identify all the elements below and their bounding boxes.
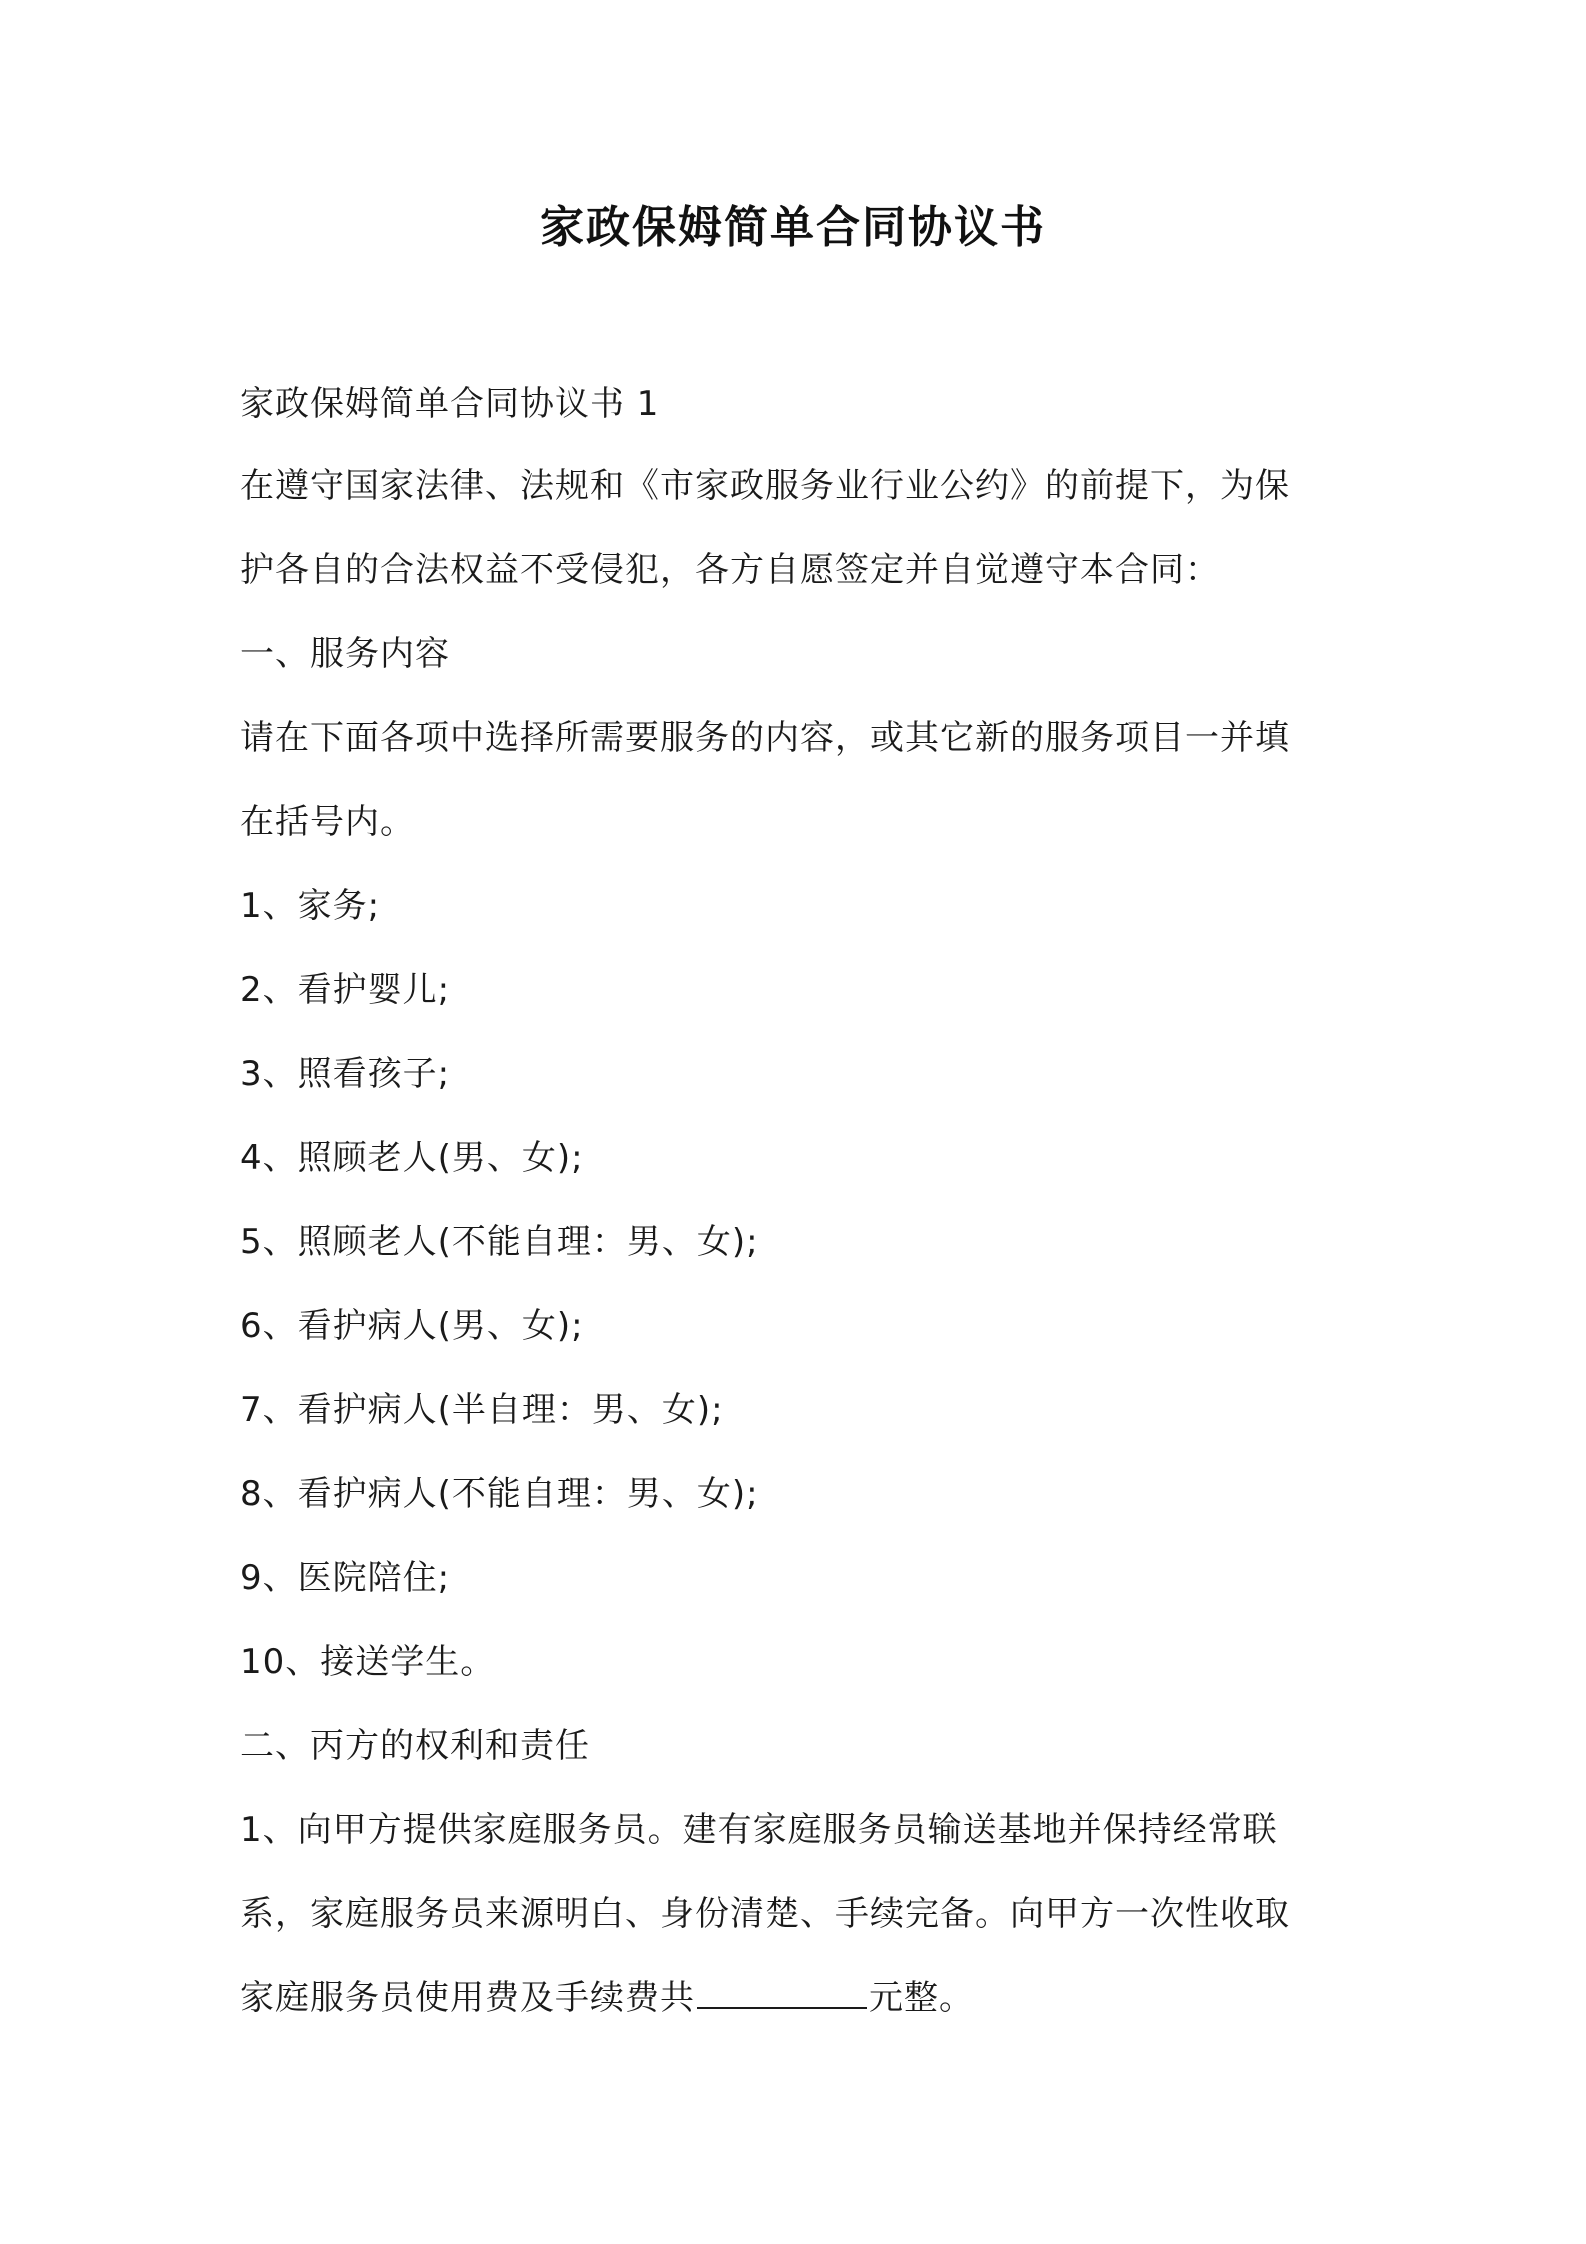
service-item-3: 3、照看孩子; [240, 1054, 451, 1094]
fee-amount-blank[interactable] [697, 1977, 867, 2009]
intro-paragraph-line-2: 护各自的合法权益不受侵犯，各方自愿签定并自觉遵守本合同： [240, 550, 1220, 590]
service-item-5: 5、照顾老人(不能自理：男、女); [240, 1222, 759, 1262]
section-2-heading: 二、丙方的权利和责任 [240, 1726, 590, 1766]
service-item-1: 1、家务; [240, 886, 381, 926]
section-1-description-line-2: 在括号内。 [240, 802, 415, 842]
service-item-4: 4、照顾老人(男、女); [240, 1138, 584, 1178]
fee-label: 家庭服务员使用费及手续费共 [240, 1978, 695, 2018]
service-item-7: 7、看护病人(半自理：男、女); [240, 1390, 724, 1430]
fee-unit: 元整。 [869, 1978, 974, 2018]
document-title: 家政保姆简单合同协议书 [540, 202, 1046, 253]
section-1-description-line-1: 请在下面各项中选择所需要服务的内容，或其它新的服务项目一并填 [240, 718, 1290, 758]
service-item-8: 8、看护病人(不能自理：男、女); [240, 1474, 759, 1514]
section-2-item-1-line-3 [240, 1974, 1370, 2022]
section-2-item-1-line-2: 系，家庭服务员来源明白、身份清楚、手续完备。向甲方一次性收取 [240, 1894, 1290, 1934]
document-subtitle: 家政保姆简单合同协议书 1 [240, 384, 660, 424]
service-item-6: 6、看护病人(男、女); [240, 1306, 584, 1346]
intro-paragraph-line-1: 在遵守国家法律、法规和《市家政服务业行业公约》的前提下，为保 [240, 466, 1290, 506]
service-item-2: 2、看护婴儿; [240, 970, 451, 1010]
section-2-item-1-line-1: 1、向甲方提供家庭服务员。建有家庭服务员输送基地并保持经常联 [240, 1810, 1278, 1850]
service-item-9: 9、医院陪住; [240, 1558, 451, 1598]
service-item-10: 10、接送学生。 [240, 1642, 496, 1682]
section-1-heading: 一、服务内容 [240, 634, 450, 674]
